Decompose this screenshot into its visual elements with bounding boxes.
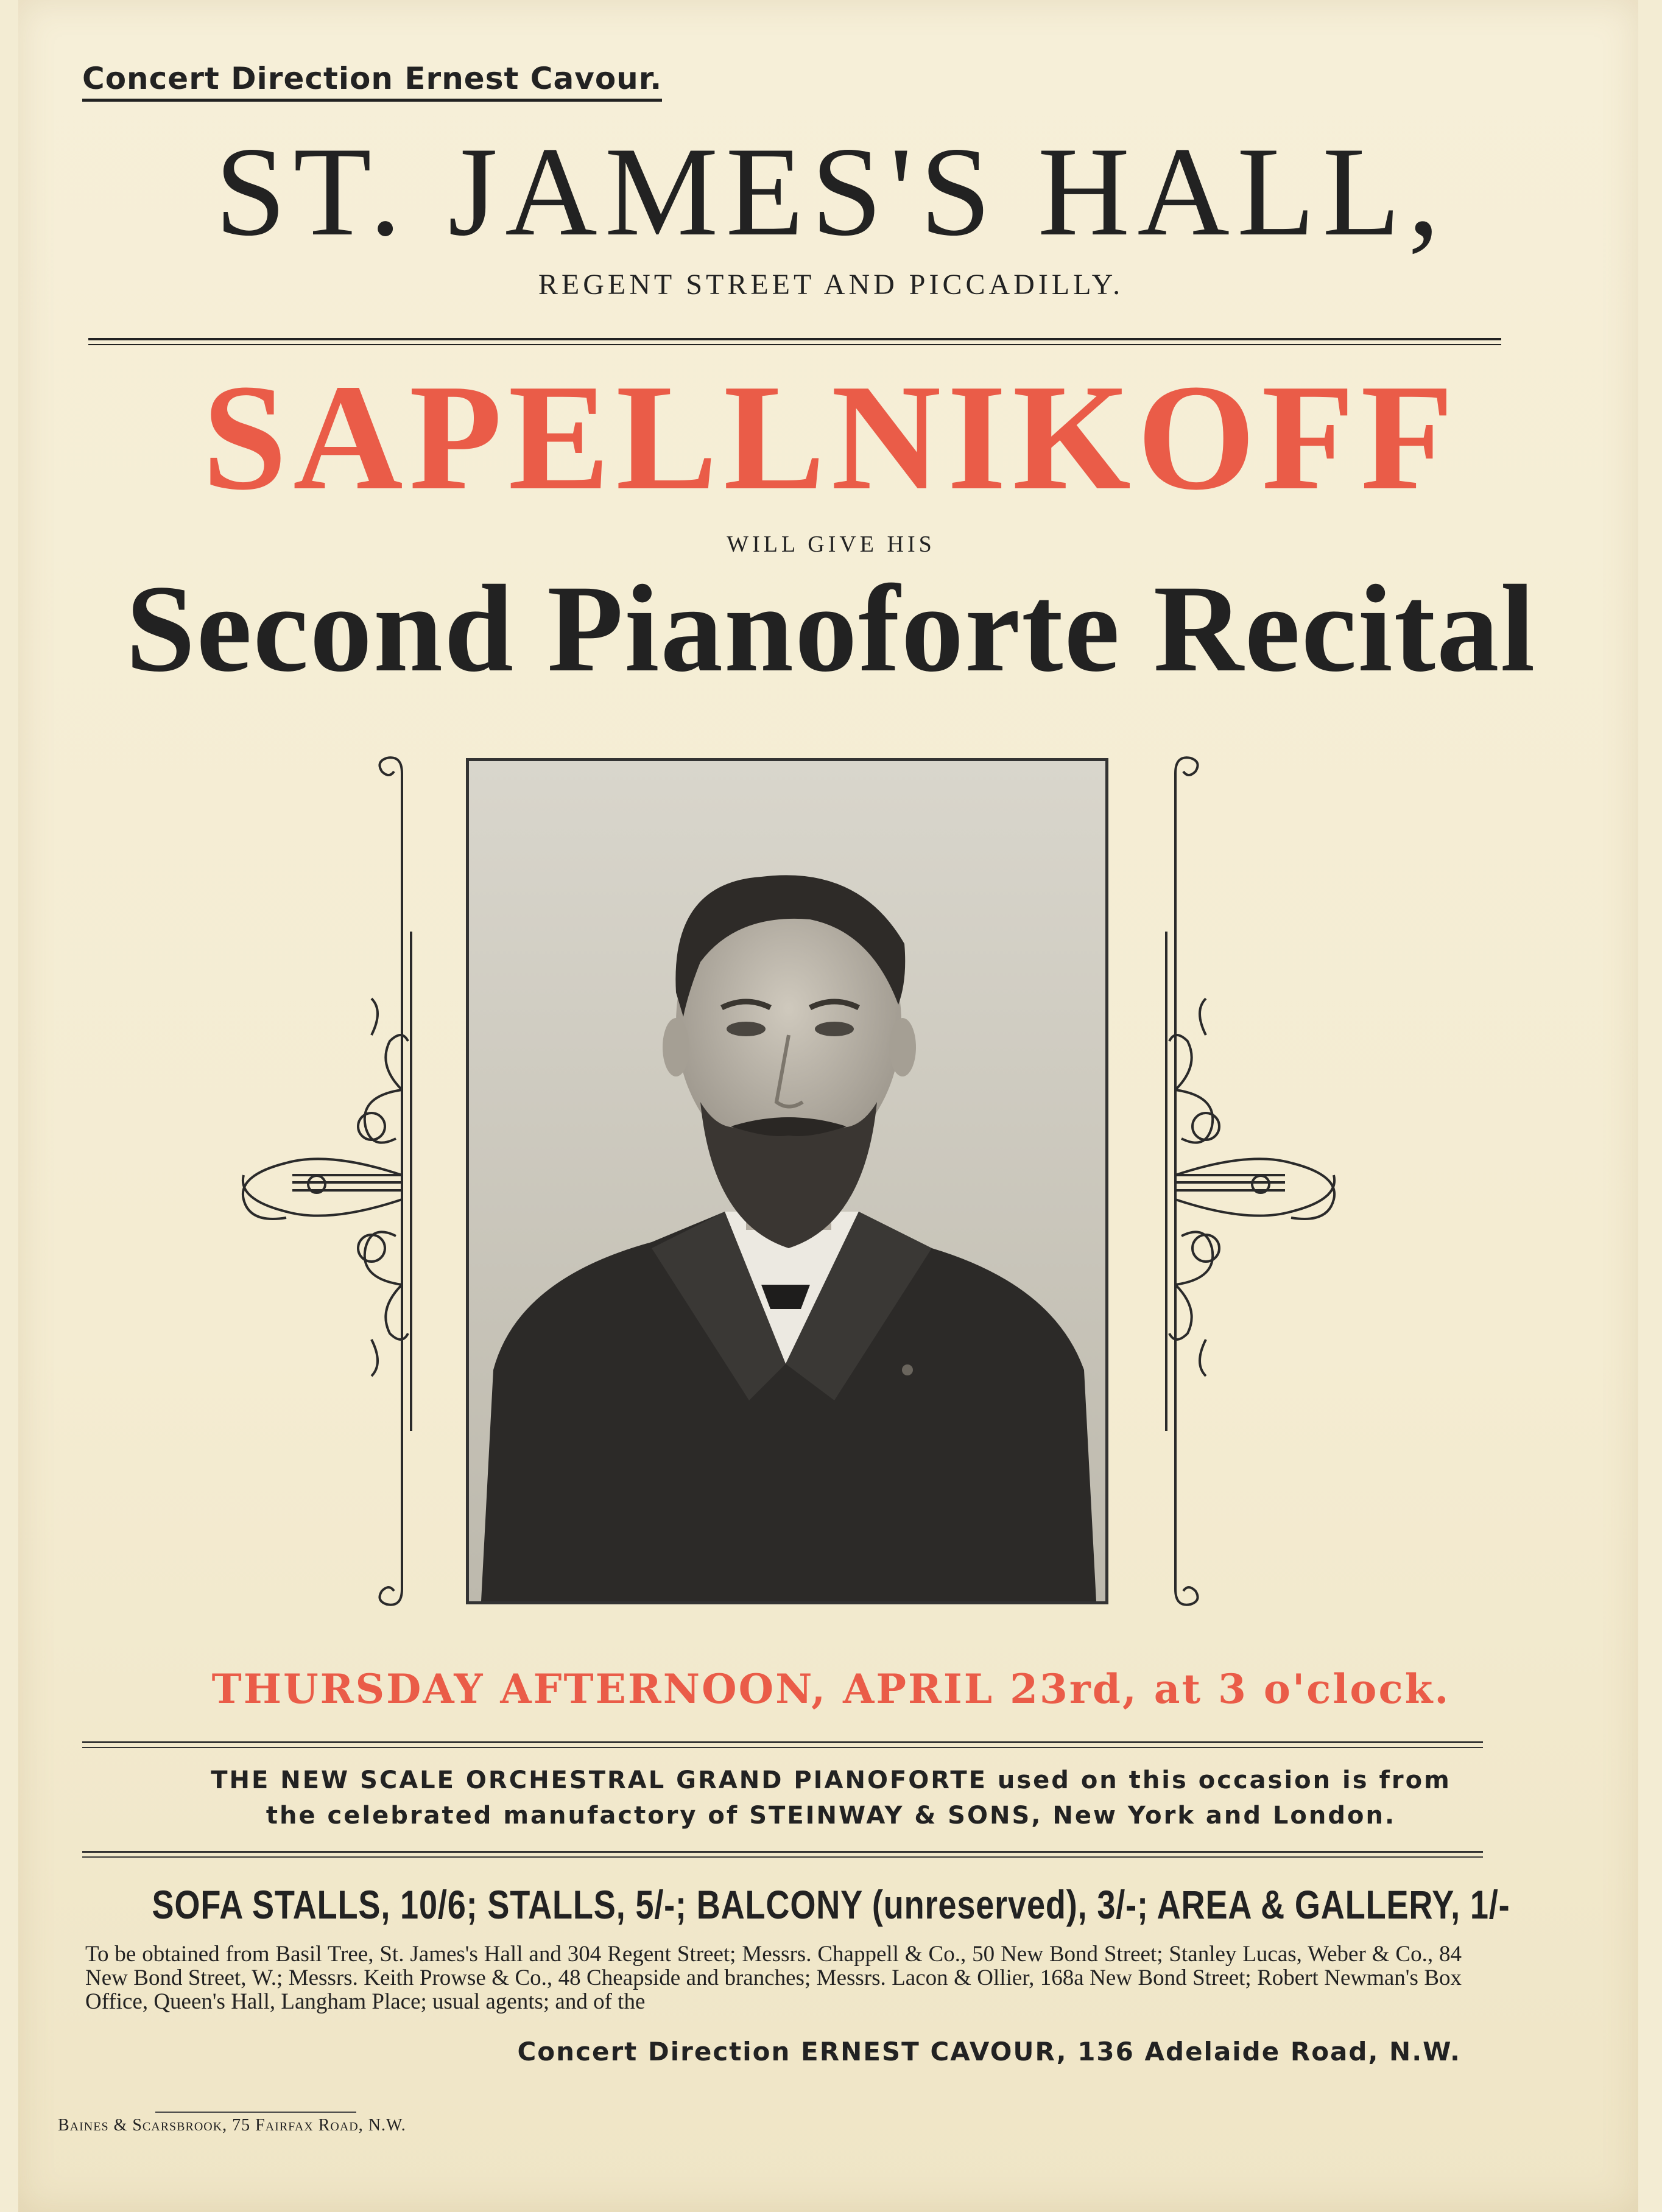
- notice-divider: [82, 1851, 1483, 1858]
- printer-divider: [155, 2112, 356, 2113]
- performer-portrait: [466, 758, 1108, 1604]
- concert-direction-header: Concert Direction Ernest Cavour.: [82, 61, 662, 102]
- performer-name: SAPELLNIKOFF: [202, 353, 1460, 522]
- left-ornament: [171, 749, 438, 1613]
- piano-notice-line-2: the celebrated manufactory of STEINWAY & SONS, New York and London.: [266, 1802, 1396, 1830]
- piano-notice-line-1: THE NEW SCALE ORCHESTRAL GRAND PIANOFORTE used on this occasion is from: [211, 1766, 1451, 1794]
- venue-address: REGENT STREET AND PICCADILLY.: [538, 269, 1124, 301]
- ticket-agents: To be obtained from Basil Tree, St. James's Hall and 304 Regent Street; Messrs. Chappell & Co., 50 New Bond Street; Stanley Lucas, Weber & Co., 84 New Bond Street, W.; Messrs. Keith Prowse & Co., 48 Cheapside and branches; Messrs. Lacon & Ollier, 168a New Bond Street; Robert Newman's Box Office, Queen's Hall, Langham Place; usual agents; and of the: [85, 1942, 1462, 2014]
- ticket-prices: SOFA STALLS, 10/6; STALLS, 5/-; BALCONY (unreserved), 3/-; AREA & GALLERY, 1/-: [152, 1882, 1510, 1927]
- event-title: Second Pianoforte Recital: [125, 560, 1537, 698]
- concert-direction-address: Concert Direction ERNEST CAVOUR, 136 Adelaide Road, N.W.: [517, 2037, 1461, 2066]
- right-ornament: [1139, 749, 1407, 1613]
- date-divider: [82, 1741, 1483, 1748]
- header-divider: [88, 338, 1501, 345]
- printer-credit: Baines & Scarsbrook, 75 Fairfax Road, N.W.: [58, 2116, 406, 2135]
- performer-intro: WILL GIVE HIS: [727, 532, 935, 557]
- venue-title: ST. JAMES'S HALL,: [214, 121, 1448, 262]
- recital-date-time: THURSDAY AFTERNOON, APRIL 23rd, at 3 o'clock.: [211, 1665, 1451, 1713]
- piano-notice: [0, 1763, 1662, 1833]
